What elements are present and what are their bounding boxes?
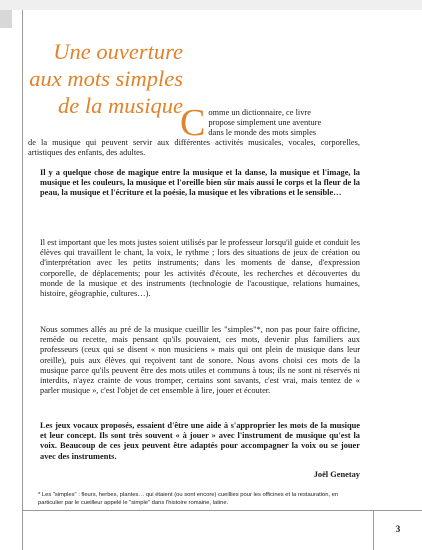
- intro-rest: de la musique qui peuvent servir aux différentes activités musicales, vocales, corporelles, artistiques des enfants, des adultes.: [28, 138, 360, 157]
- intro-line-2: propose simplement une aventure: [208, 118, 322, 127]
- paragraph-magic: Il y a quelque chose de magique entre la musique et la danse, la musique et l'image, la musique et les couleurs, la musique et l'oreille bien sûr mais aussi le corps et la fleur de la peau, la musique et l'écriture et la poésie, la musique et les vibrations et le sensible…: [40, 168, 360, 198]
- author-signature: Joël Genetay: [313, 470, 360, 479]
- title-line-1: Une ouverture: [53, 39, 183, 64]
- corner-block: [0, 10, 12, 28]
- paragraph-vocal-games: Les jeux vocaux proposés, essaient d'être une aide à s'approprier les mots de la musique et leur concept. Ils sont très souvent « à jouer » avec l'instrument de musique qu'est la voix. Beaucoup de ces jeux peuvent être adaptés pour accompagner la voix ou se jouer avec des instruments.: [40, 421, 360, 461]
- intro-paragraph: [28, 102, 360, 158]
- paragraph-simples: Nous sommes allés au pré de la musique cueillir les "simples"*, non pas pour faire officine, remède ou recette, mais pensant qu'ils pouvaient, ces mots, devenir plus familiers aux professeurs (ceux qui se disent « non musiciens » mais qui ont plein de musique dans leur oreille), puis aux élèves qui reçoivent tant de sonore. Nous avons choisi ces mots de la musique parce qu'ils peuvent être des mots utiles et communs à tous; ils ne sont ni réservés ni interdits, n'ayez crainte de vous tromper, certains sont savants, c'est vrai, mais tentez de « parler musique », c'est l'objet de cet ensemble à lire, jouer et écouter.: [40, 325, 360, 396]
- title-line-3: de la musique: [58, 93, 183, 118]
- top-band: [0, 0, 422, 10]
- left-margin-rule: [22, 10, 23, 550]
- title-line-2: aux mots simples: [29, 66, 183, 91]
- page-number: 3: [395, 524, 401, 534]
- intro-line-3: dans le monde des mots simples: [208, 128, 317, 137]
- intro-line-1: omme un dictionnaire, ce livre: [208, 108, 311, 117]
- page-title: [28, 38, 183, 119]
- drop-cap: C: [180, 102, 206, 144]
- footnote: * Les "simples" : fleurs, herbes, plantes… qui étaient (ou sont encore) cueillies pour les officines et la restauration, en particulier par le cueilleur appelé le "simple" dans l'histoire romaine, latine.: [38, 492, 339, 506]
- bottom-rule: [22, 510, 422, 511]
- paragraph-words: Il est important que les mots justes soient utilisés par le professeur lorsqu'il guide et conduit les élèves qui travaillent le chant, la voix, le rythme ; lors des situations de jeux de création ou d'interprétation avec les petits instruments; dans les moments de danse, d'expression corporelle, de déplacements; pour les activités d'écoute, les recherches et découvertes du monde de la musique et des instruments (technologie de l'acoustique, relations humaines, histoire, géographie, cultures…).: [40, 238, 360, 299]
